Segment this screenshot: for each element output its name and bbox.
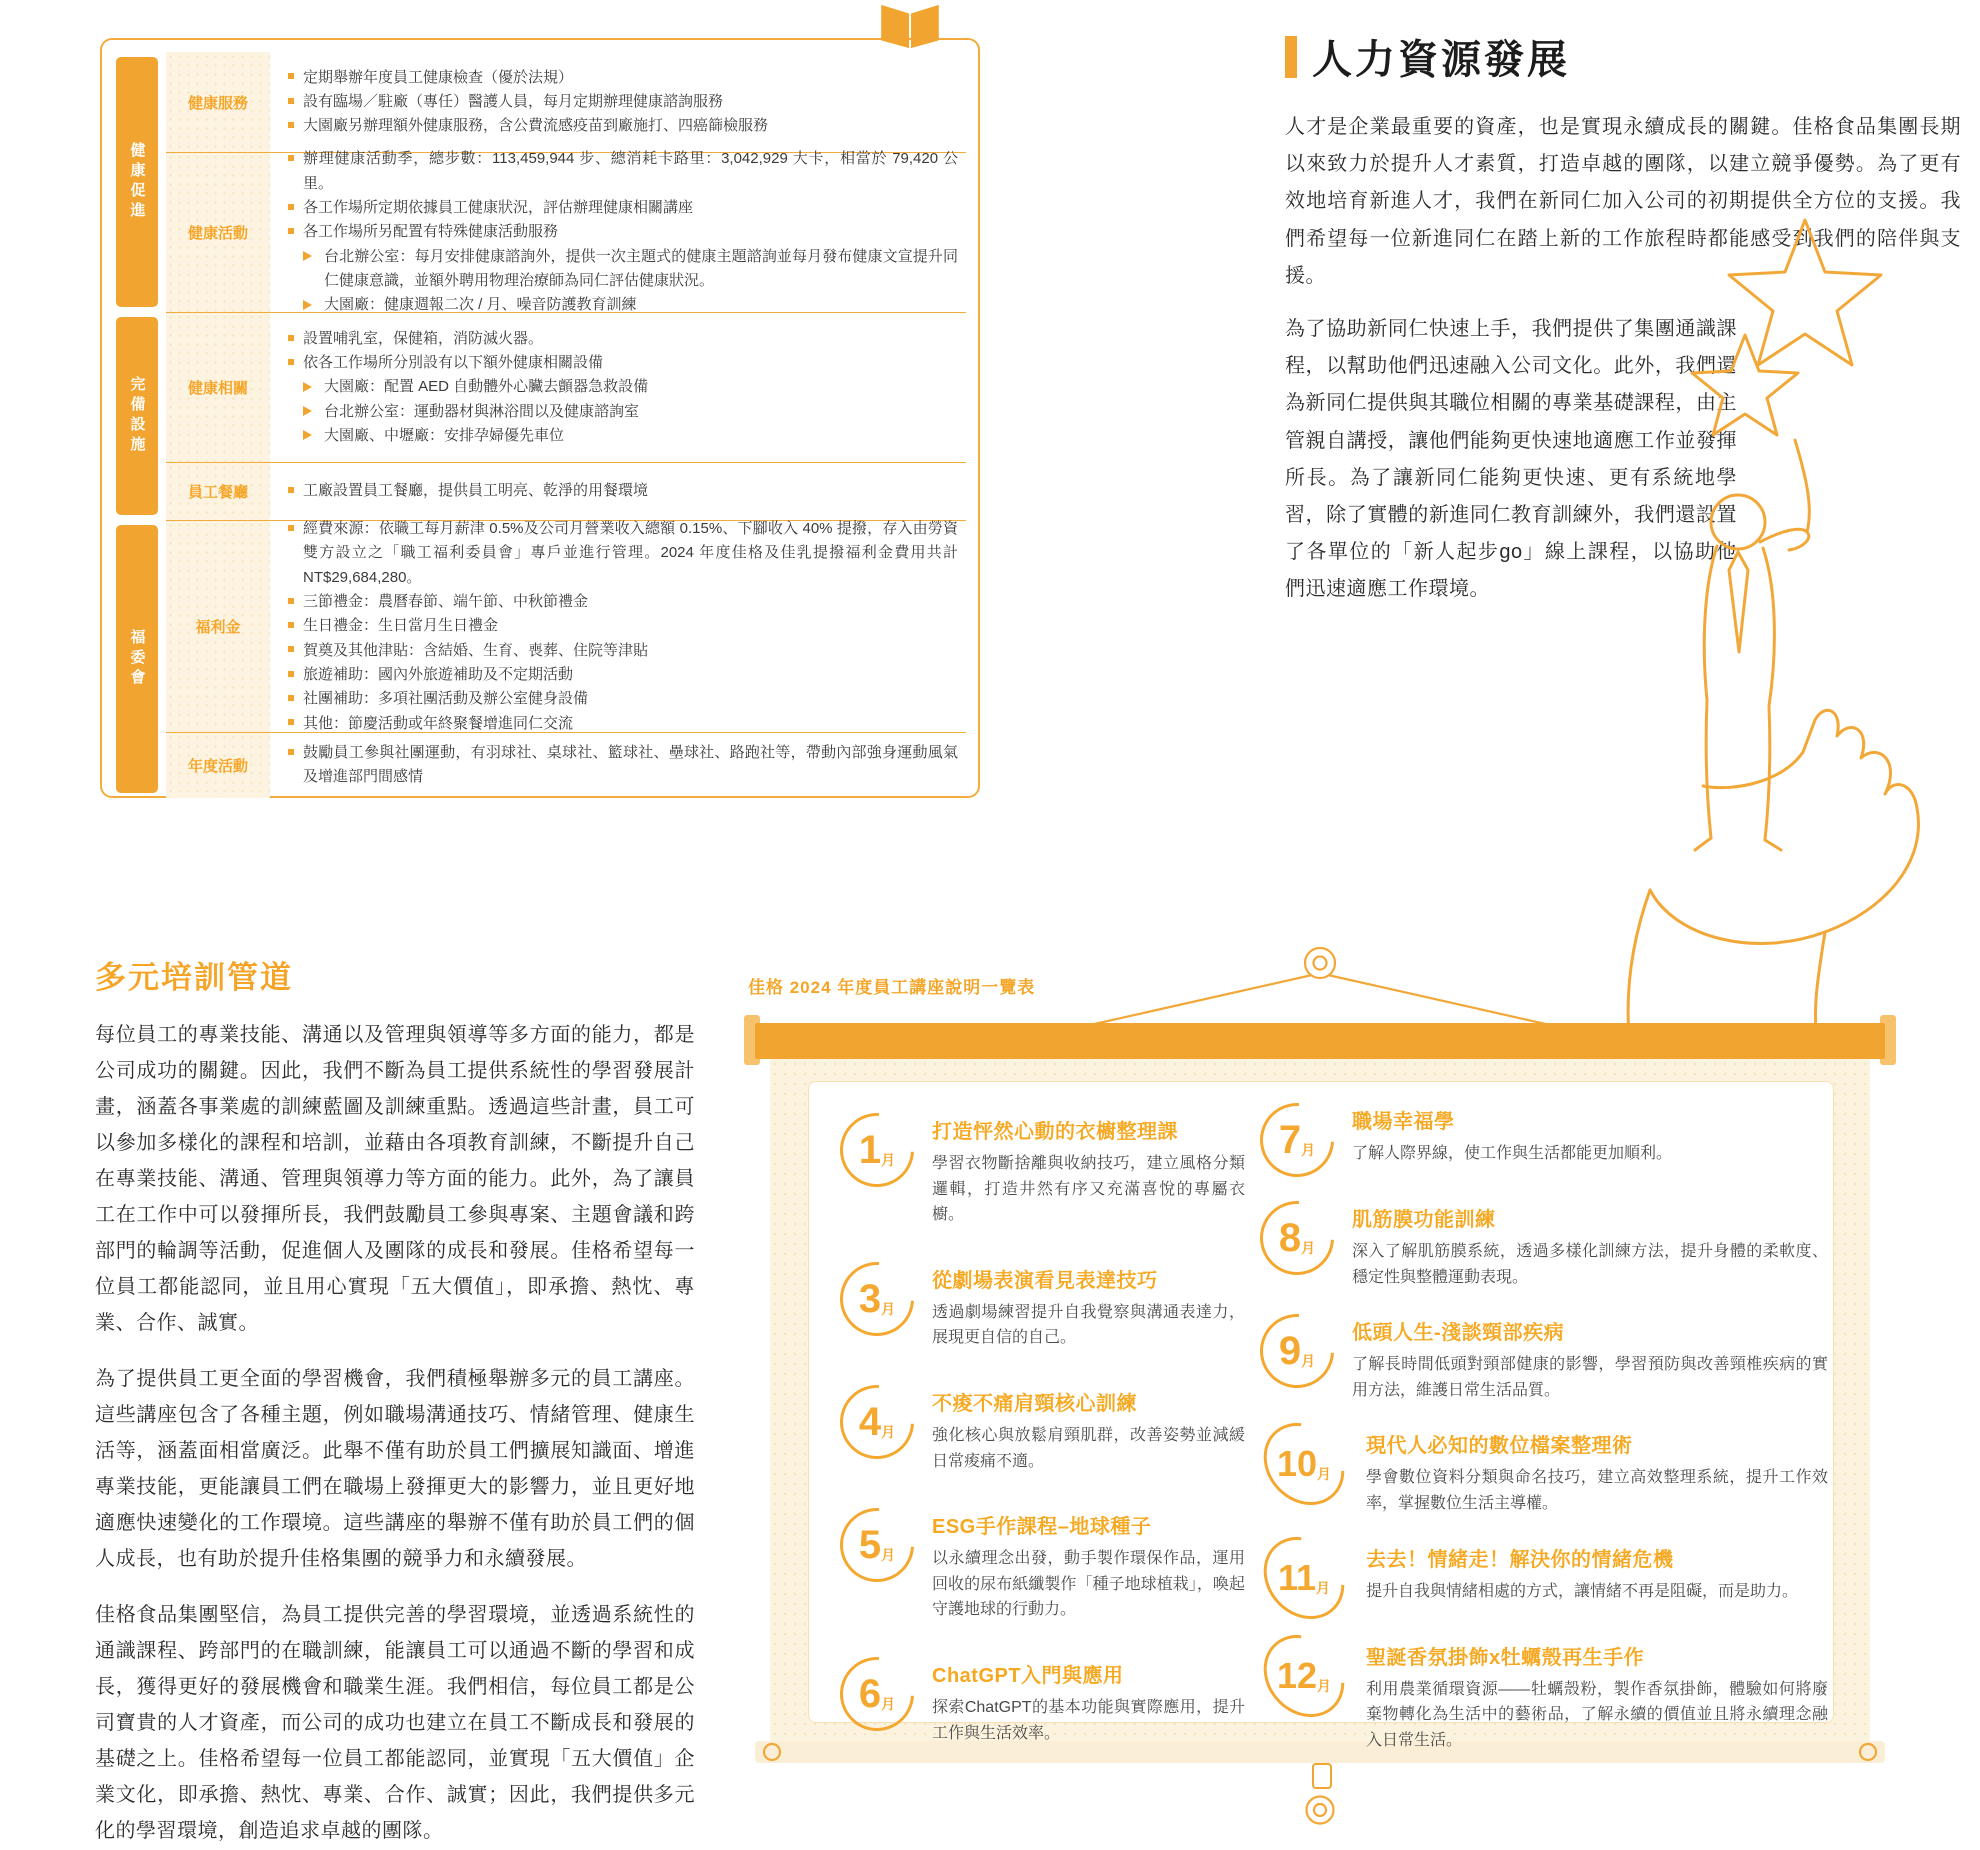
seminar-desc: 深入了解肌筋膜系統，透過多樣化訓練方法，提升身體的柔軟度、穩定性與整體運動表現。 — [1352, 1243, 1828, 1286]
month-unit: 月 — [1316, 1579, 1331, 1596]
seminar-desc: 了解人際界線，使工作與生活都能更加順利。 — [1352, 1145, 1673, 1162]
welfare-grid — [116, 52, 966, 784]
month-number: 4 — [858, 1399, 882, 1444]
seminar-item — [840, 1385, 1245, 1474]
welfare-group-facilities — [116, 317, 158, 515]
seminar-desc: 提升自我與情緒相處的方式，讓情緒不再是阻礙，而是助力。 — [1366, 1582, 1799, 1600]
month-unit: 月 — [1317, 1466, 1332, 1483]
hr-paragraph-2: 為了協助新同仁快速上手，我們提供了集團通識課程，以幫助他們迅速融入公司文化。此外，我們還為新同仁提供與其職位相關的專業基礎課程，由主管親自講授，讓他們能夠更快速地適應工作並發揮所長。為了讓新同仁能夠更快速、更有系統地學習，除了實體的新進同仁教育訓練外，我們還設置了各單位的「新人起步go」線上課程，以協助他們迅速適應工作環境。 — [1285, 317, 1737, 601]
seminar-column-left — [840, 1113, 1245, 1780]
seminar-title: 低頭人生-淺談頸部疾病 — [1352, 1322, 1565, 1345]
seminar-title: 不痠不痛肩頸核心訓練 — [932, 1392, 1137, 1415]
seminar-desc: 探索ChatGPT的基本功能與實際應用，提升工作與生活效率。 — [932, 1698, 1245, 1742]
bullet-item: 生日禮金：生日當月生日禮金 — [288, 614, 958, 638]
welfare-category-health-activities: 健康活動 — [166, 152, 270, 312]
month-badge — [840, 1385, 914, 1459]
board-caption: 佳格 2024 年度員工講座說明一覽表 — [748, 978, 1036, 997]
month-unit: 月 — [881, 1547, 896, 1564]
seminar-column-right — [1260, 1103, 1828, 1777]
month-badge — [840, 1262, 914, 1336]
page-title: 人力資源發展 — [1312, 38, 1570, 82]
welfare-category-staff-canteen: 員工餐廳 — [166, 462, 270, 520]
bookmark-icon — [877, 2, 943, 50]
welfare-category-health-services: 健康服務 — [166, 52, 270, 152]
section-title: 多元培訓管道 — [95, 960, 293, 995]
seminar-item — [1260, 1314, 1828, 1403]
month-badge — [1260, 1103, 1334, 1177]
seminar-item — [1260, 1427, 1828, 1516]
sub-bullet-item: 台北辦公室：運動器材與淋浴間以及健康諮詢室 — [288, 400, 958, 424]
bullet-item: 依各工作場所分別設有以下額外健康相關設備 — [288, 351, 958, 375]
month-unit: 月 — [881, 1423, 896, 1440]
welfare-row-content — [270, 462, 966, 520]
welfare-category-annual-activities: 年度活動 — [166, 732, 270, 798]
training-paragraph-1: 每位員工的專業技能、溝通以及管理與領導等多方面的能力，都是公司成功的關鍵。因此，我們不斷為員工提供系統性的學習發展計畫，涵蓋各事業處的訓練藍圖及訓練重點。透過這些計畫，員工可以參加多樣化的課程和培訓，並藉由各項教育訓練，不斷提升自己在專業技能、溝通、管理與領導力等方面的能力。此外，為了讓員工在工作中可以發揮所長，我們鼓勵員工參與專案、主題會議和跨部門的輪調等活動，促進個人及團隊的成長和發展。佳格希望每一位員工都能認同，並且用心實現「五大價值」，即承擔、熱忱、專業、合作、誠實。 — [95, 1024, 695, 1334]
month-number: 6 — [858, 1671, 882, 1716]
seminar-desc: 以永續理念出發，動手製作環保作品，運用回收的尿布紙纖製作「種子地球植栽」，喚起守護地球的行動力。 — [932, 1550, 1245, 1619]
month-number: 10 — [1276, 1443, 1318, 1485]
seminar-title: 打造怦然心動的衣櫥整理課 — [932, 1121, 1178, 1143]
seminar-title: 從劇場表演看見表達技巧 — [932, 1269, 1158, 1292]
seminar-title: 肌筋膜功能訓練 — [1352, 1209, 1496, 1231]
seminar-desc: 利用農業循環資源——牡蠣殼粉，製作香氛掛飾，體驗如何將廢棄物轉化為生活中的藝術品，了解永續的價值並且將永續理念融入日常生活。 — [1366, 1680, 1828, 1749]
seminar-item — [1260, 1541, 1828, 1615]
bullet-item: 各工作場所定期依據員工健康狀況，評估辦理健康相關講座 — [288, 196, 958, 220]
hr-paragraph-1: 人才是企業最重要的資產，也是實現永續成長的關鍵。佳格食品集團長期以來致力於提升人才素質，打造卓越的團隊，以建立競爭優勢。為了更有效地培育新進人才，我們在新同仁加入公司的初期提供全方位的支援。我們希望每一位新進同仁在踏上新的工作旅程時都能感受到我們的陪伴與支援。 — [1285, 116, 1961, 287]
seminar-title: ESG手作課程–地球種子 — [932, 1516, 1152, 1539]
month-number: 9 — [1278, 1329, 1302, 1374]
training-channels-section — [95, 952, 695, 1849]
welfare-group-health-promotion — [116, 57, 158, 307]
month-number: 8 — [1278, 1216, 1302, 1260]
seminar-item — [840, 1113, 1245, 1228]
month-badge — [840, 1113, 914, 1187]
month-number: 1 — [858, 1128, 882, 1172]
group-label: 健康促進 — [128, 142, 146, 222]
bullet-item: 大園廠另辦理額外健康服務，含公費流感疫苗到廠施打、四癌篩檢服務 — [288, 114, 958, 138]
seminar-desc: 透過劇場練習提升自我覺察與溝通表達力，展現更自信的自己。 — [932, 1303, 1245, 1347]
welfare-category-health-related: 健康相關 — [166, 312, 270, 462]
month-badge — [1260, 1314, 1334, 1388]
month-unit: 月 — [1301, 1142, 1316, 1158]
sub-bullet-item: 大園廠：健康週報二次 / 月、噪音防護教育訓練 — [288, 293, 958, 317]
bullet-item: 定期舉辦年度員工健康檢查（優於法規） — [288, 66, 958, 90]
month-unit: 月 — [1317, 1677, 1332, 1694]
month-unit: 月 — [881, 1152, 896, 1168]
bullet-item: 鼓勵員工參與社團運動，有羽球社、桌球社、籃球社、壘球社、路跑社等，帶動內部強身運動風氣及增進部門間感情 — [288, 741, 958, 790]
bullet-item: 設有臨場／駐廠（專任）醫護人員，每月定期辦理健康諮詢服務 — [288, 90, 958, 114]
bullet-item: 設置哺乳室，保健箱，消防滅火器。 — [288, 327, 958, 351]
welfare-group-welfare-committee — [116, 525, 158, 793]
seminar-desc: 強化核心與放鬆肩頸肌群，改善姿勢並減緩日常痠痛不適。 — [932, 1426, 1245, 1470]
seminar-item — [1260, 1639, 1828, 1754]
seminar-desc: 學習衣物斷捨離與收納技巧，建立風格分類邏輯，打造井然有序又充滿喜悅的專屬衣櫥。 — [932, 1155, 1245, 1224]
sub-bullet-item: 大園廠、中壢廠：安排孕婦優先車位 — [288, 424, 958, 448]
seminar-item — [840, 1657, 1245, 1746]
welfare-row-content — [270, 520, 966, 732]
seminar-title: 聖誕香氛掛飾x牡蠣殼再生手作 — [1366, 1646, 1645, 1669]
bullet-item: 社團補助：多項社團活動及辦公室健身設備 — [288, 687, 958, 711]
bullet-item: 賀奠及其他津貼：含結婚、生育、喪葬、住院等津貼 — [288, 639, 958, 663]
seminar-title: 去去！情緒走！解決你的情緒危機 — [1366, 1548, 1674, 1571]
bullet-item: 經費來源：依職工每月薪津 0.5%及公司月營業收入總額 0.15%、下腳收入 40% 提撥，存入由勞資雙方設立之「職工福利委員會」專戶並進行管理。2024 年度佳格及佳乳提撥福利金費用共計 NT$29,684,280。 — [288, 517, 958, 590]
month-badge — [1260, 1639, 1348, 1713]
seminar-title: 職場幸福學 — [1352, 1111, 1455, 1133]
bullet-item: 三節禮金：農曆春節、端午節、中秋節禮金 — [288, 590, 958, 614]
seminar-desc: 學會數位資料分類與命名技巧，建立高效整理系統，提升工作效率，掌握數位生活主導權。 — [1366, 1469, 1828, 1512]
heading-accent-bar — [1285, 36, 1297, 78]
training-paragraph-3: 佳格食品集團堅信，為員工提供完善的學習環境，並透過系統性的通識課程、跨部門的在職訓練，能讓員工可以通過不斷的學習和成長，獲得更好的發展機會和職業生涯。我們相信，每位員工都是公司寶貴的人才資產，而公司的成功也建立在員工不斷成長和發展的基礎之上。佳格希望每一位員工都能認同，並實現「五大價值」企業文化，即承擔、熱忱、專業、合作、誠實；因此，我們提供多元化的學習環境，創造追求卓越的團隊。 — [95, 1604, 695, 1842]
group-label: 福委會 — [128, 628, 146, 689]
screen-roller-bar — [755, 1023, 1885, 1059]
bullet-item: 各工作場所另配置有特殊健康活動服務 — [288, 220, 958, 244]
month-unit: 月 — [1301, 1353, 1316, 1370]
month-number: 5 — [858, 1523, 882, 1568]
month-number: 11 — [1277, 1556, 1317, 1598]
bullet-item: 工廠設置員工餐廳，提供員工明亮、乾淨的用餐環境 — [288, 479, 958, 503]
employee-welfare-table — [100, 38, 980, 798]
seminar-item — [1260, 1201, 1828, 1290]
seminar-desc: 了解長時間低頭對頸部健康的影響，學習預防與改善頸椎疾病的實用方法，維護日常生活品質。 — [1352, 1356, 1828, 1399]
bullet-item: 辦理健康活動季，總步數：113,459,944 步、總消耗卡路里：3,042,929 大卡，相當於 79,420 公里。 — [288, 147, 958, 196]
seminar-title: 現代人必知的數位檔案整理術 — [1366, 1435, 1633, 1458]
welfare-row-content — [270, 52, 966, 152]
seminar-item — [840, 1508, 1245, 1623]
welfare-row-content — [270, 152, 966, 312]
section-heading — [1285, 28, 1961, 85]
month-number: 7 — [1278, 1118, 1302, 1162]
training-paragraph-2: 為了提供員工更全面的學習機會，我們積極舉辦多元的員工講座。這些講座包含了各種主題，例如職場溝通技巧、情緒管理、健康生活等，涵蓋面相當廣泛。此舉不僅有助於員工們擴展知識面、增進專業技能，更能讓員工們在職場上發揮更大的影響力，並且更好地適應快速變化的工作環境。這些講座的舉辦不僅有助於員工們的個人成長，也有助於提升佳格集團的競爭力和永續發展。 — [95, 1368, 695, 1570]
sub-bullet-item: 台北辦公室：每月安排健康諮詢外，提供一次主題式的健康主題諮詢並每月發布健康文宣提升同仁健康意識，並額外聘用物理治療師為同仁評估健康狀況。 — [288, 245, 958, 294]
month-badge — [840, 1657, 914, 1731]
month-number: 12 — [1276, 1654, 1318, 1696]
bullet-item: 旅遊補助：國內外旅遊補助及不定期活動 — [288, 663, 958, 687]
seminar-item — [1260, 1103, 1828, 1177]
bullet-item: 其他：節慶活動或年終聚餐增進同仁交流 — [288, 712, 958, 736]
month-badge — [840, 1508, 914, 1582]
welfare-category-welfare-fund: 福利金 — [166, 520, 270, 732]
month-unit: 月 — [1301, 1240, 1316, 1256]
seminar-item — [840, 1262, 1245, 1351]
welfare-row-content — [270, 732, 966, 798]
star-person-hand-illustration — [1555, 190, 1965, 1040]
month-unit: 月 — [881, 1300, 896, 1317]
group-label: 完備設施 — [128, 376, 146, 456]
welfare-row-content — [270, 312, 966, 462]
month-unit: 月 — [881, 1695, 896, 1712]
month-badge — [1260, 1201, 1334, 1275]
seminar-title: ChatGPT入門與應用 — [932, 1664, 1124, 1687]
seminar-schedule-board — [740, 945, 1900, 1845]
month-badge — [1260, 1541, 1348, 1615]
sub-bullet-item: 大園廠：配置 AED 自動體外心臟去顫器急救設備 — [288, 375, 958, 399]
month-number: 3 — [858, 1276, 882, 1321]
month-badge — [1260, 1427, 1348, 1501]
